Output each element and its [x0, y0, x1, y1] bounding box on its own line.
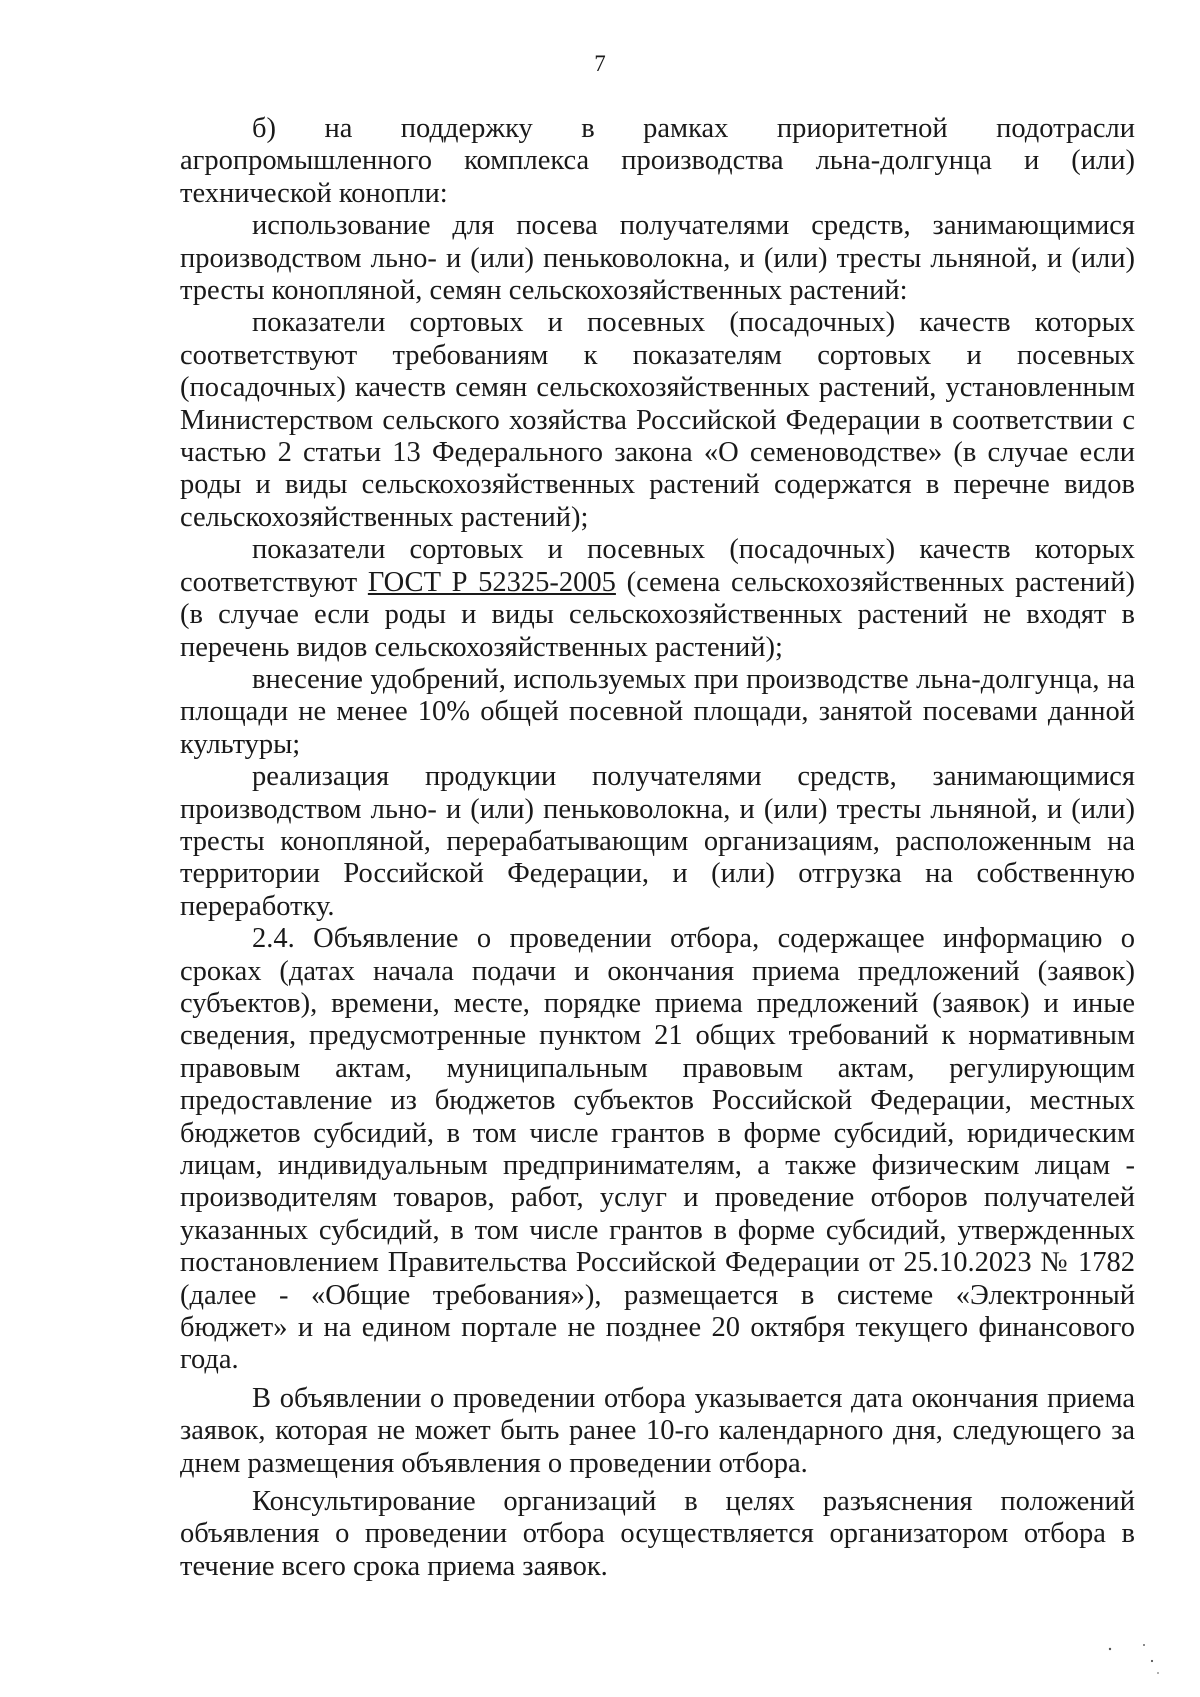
gost-link[interactable]: ГОСТ Р 52325-2005	[367, 566, 616, 598]
paragraph-fertilizer: внесение удобрений, используемых при производстве льна-долгунца, на площади не менее 10% общей посевной площади, занятой посевами данной культуры;	[180, 663, 1135, 760]
paragraph-seed-quality-gost	[180, 534, 1135, 664]
paragraph-seed-quality-ministry: показатели сортовых и посевных (посадочных) качеств которых соответствуют требованиям к показателям сортовых и посевных (посадочных) качеств семян сельскохозяйственных растений, установленным Министерством сельского хозяйства Российской Федерации в соответствии с частью 2 статьи 13 Федерального закона «О семеноводстве» (в случае если роды и виды сельскохозяйственных растений содержатся в перечне видов сельскохозяйственных растений);	[180, 307, 1135, 533]
paragraph-deadline: В объявлении о проведении отбора указывается дата окончания приема заявок, которая не может быть ранее 10-го календарного дня, следующего за днем размещения объявления о проведении отбора.	[180, 1382, 1135, 1479]
document-body	[180, 113, 1135, 1583]
paragraph-text: показатели сортовых и посевных (посадочных) качеств которых соответствуют	[180, 534, 1135, 598]
paragraph-consulting: Консультирование организаций в целях разъяснения положений объявления о проведении отбора осуществляется организатором отбора в течение всего срока приема заявок.	[180, 1486, 1135, 1582]
paragraph-seed-usage: использование для посева получателями средств, занимающимися производством льно- и (или) пеньковолокна, и (или) тресты льняной, и (или) тресты конопляной, семян сельскохозяйственных растений:	[180, 210, 1135, 307]
page-number: 7	[594, 51, 606, 76]
paragraph-2-4-announcement: 2.4. Объявление о проведении отбора, содержащее информацию о сроках (датах начала подачи и окончания приема предложений (заявок) субъектов), времени, месте, порядке приема предложений (заявок) и иные сведения, предусмотренные пунктом 21 общих требований к нормативным правовым актам, муниципальным правовым актам, регулирующим предоставление из бюджетов субъектов Российской Федерации, местных бюджетов субсидий, в том числе грантов в форме субсидий, юридическим лицам, индивидуальным предпринимателям, а также физическим лицам - производителям товаров, работ, услуг и проведение отборов получателей указанных субсидий, в том числе грантов в форме субсидий, утвержденных постановлением Правительства Российской Федерации от 25.10.2023 № 1782 (далее - «Общие требования»), размещается в системе «Электронный бюджет» и на едином портале не позднее 20 октября текущего финансового года.	[180, 923, 1135, 1376]
paragraph-product-sales: реализация продукции получателями средств, занимающимися производством льно- и (или) пеньковолокна, и (или) тресты льняной, и (или) тресты конопляной, перерабатывающим организациям, расположенным на территории Российской Федерации, и (или) отгрузка на собственную переработку.	[180, 761, 1135, 922]
paragraph-b-support: б) на поддержку в рамках приоритетной подотрасли агропромышленного комплекса производства льна-долгунца и (или) технической конопли:	[180, 113, 1135, 209]
paragraph-text: (семена сельскохозяйственных растений) (в случае если роды и виды сельскохозяйственных растений не входят в перечень видов сельскохозяйственных растений);	[180, 566, 1135, 663]
scan-specks	[1082, 1639, 1172, 1679]
